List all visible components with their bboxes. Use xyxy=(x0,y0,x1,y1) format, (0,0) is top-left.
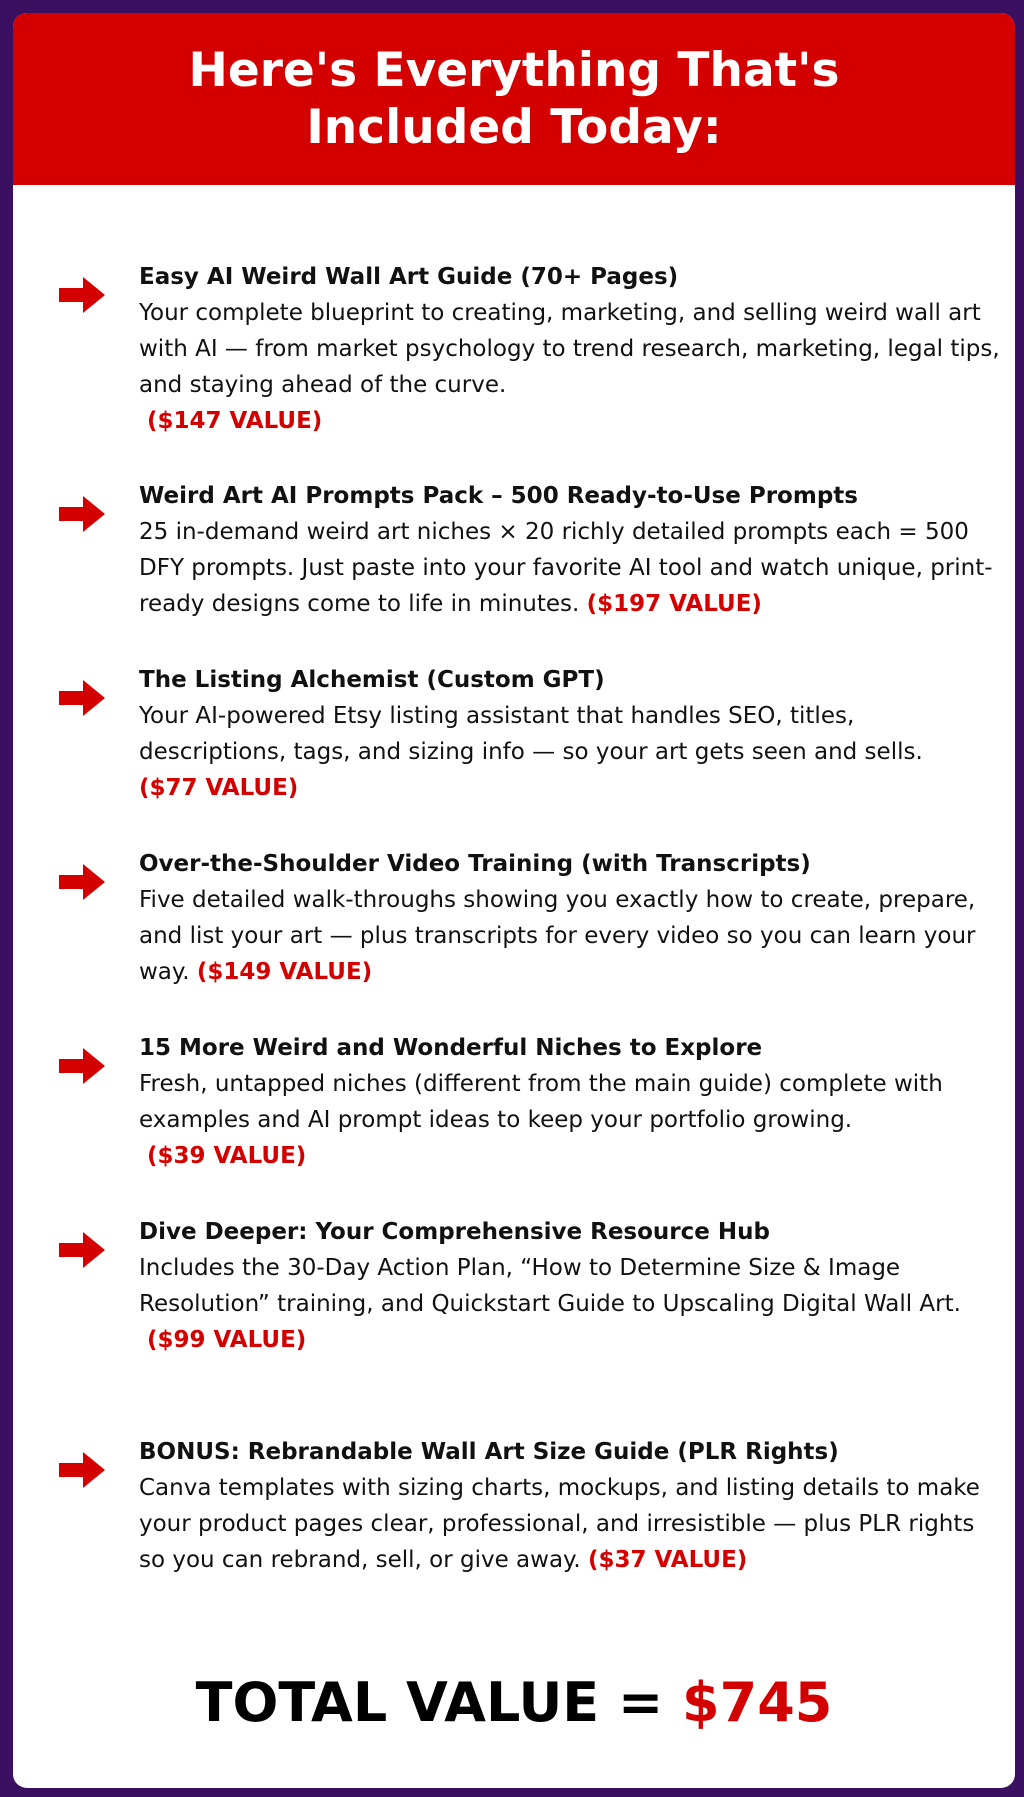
item-description: Your AI-powered Etsy listing assistant that handles SEO, titles, descriptions, tags, and sizing info — so your art gets seen and sells. xyxy=(139,703,923,765)
item-text xyxy=(139,846,1001,990)
arrow-right-icon xyxy=(57,275,107,315)
item-title: The Listing Alchemist (Custom GPT) xyxy=(139,667,605,693)
arrow-right-icon xyxy=(57,678,107,718)
item-title: Weird Art AI Prompts Pack – 500 Ready-to-Use Prompts xyxy=(139,483,858,509)
item-value: ($77 VALUE) xyxy=(139,775,299,801)
arrow-right-icon xyxy=(57,1046,107,1086)
item-value: ($197 VALUE) xyxy=(586,591,762,617)
item-description: Five detailed walk-throughs showing you exactly how to create, prepare, and list your art — plus transcripts for every video so you can learn your way. xyxy=(139,887,976,985)
item-value: ($147 VALUE) xyxy=(147,408,323,434)
item-description: Includes the 30-Day Action Plan, “How to Determine Size & Image Resolution” training, and Quickstart Guide to Upscaling Digital Wall Art. xyxy=(139,1255,961,1317)
header-banner xyxy=(13,13,1015,185)
arrow-right-icon xyxy=(57,494,107,534)
item-title: Dive Deeper: Your Comprehensive Resource Hub xyxy=(139,1219,770,1245)
arrow-right-icon xyxy=(57,1450,107,1490)
item-description: Canva templates with sizing charts, mockups, and listing details to make your product pages clear, professional, and irresistible — plus PLR rights so you can rebrand, sell, or give away. xyxy=(139,1475,980,1573)
item-description: Fresh, untapped niches (different from the main guide) complete with examples and AI prompt ideas to keep your portfolio growing. xyxy=(139,1071,943,1133)
item-title: Easy AI Weird Wall Art Guide (70+ Pages) xyxy=(139,264,679,290)
item-title: 15 More Weird and Wonderful Niches to Explore xyxy=(139,1035,763,1061)
item-title: Over-the-Shoulder Video Training (with Transcripts) xyxy=(139,851,811,877)
item-text xyxy=(139,662,1001,806)
item-description: Your complete blueprint to creating, marketing, and selling weird wall art with AI — from market psychology to trend research, marketing, legal tips, and staying ahead of the curve. xyxy=(139,300,1000,398)
item-text xyxy=(139,478,1001,622)
item-text xyxy=(139,1434,1001,1578)
item-value: ($37 VALUE) xyxy=(588,1547,748,1573)
item-description: 25 in-demand weird art niches × 20 richly detailed prompts each = 500 DFY prompts. Just paste into your favorite AI tool and watch unique, print-ready designs come to life in minutes. xyxy=(139,519,993,617)
total-label: TOTAL VALUE = xyxy=(195,1671,664,1734)
total-amount: $745 xyxy=(682,1671,833,1734)
arrow-right-icon xyxy=(57,862,107,902)
item-value: ($39 VALUE) xyxy=(147,1143,307,1169)
arrow-right-icon xyxy=(57,1230,107,1270)
offer-card xyxy=(13,13,1015,1788)
page-title: Here's Everything That's Included Today: xyxy=(188,43,840,155)
item-text xyxy=(139,259,1001,439)
item-text xyxy=(139,1030,1001,1174)
total-value xyxy=(13,1671,1015,1735)
item-value: ($99 VALUE) xyxy=(147,1327,307,1353)
item-text xyxy=(139,1214,1001,1358)
item-value: ($149 VALUE) xyxy=(196,959,373,985)
item-title: BONUS: Rebrandable Wall Art Size Guide (PLR Rights) xyxy=(139,1439,839,1465)
